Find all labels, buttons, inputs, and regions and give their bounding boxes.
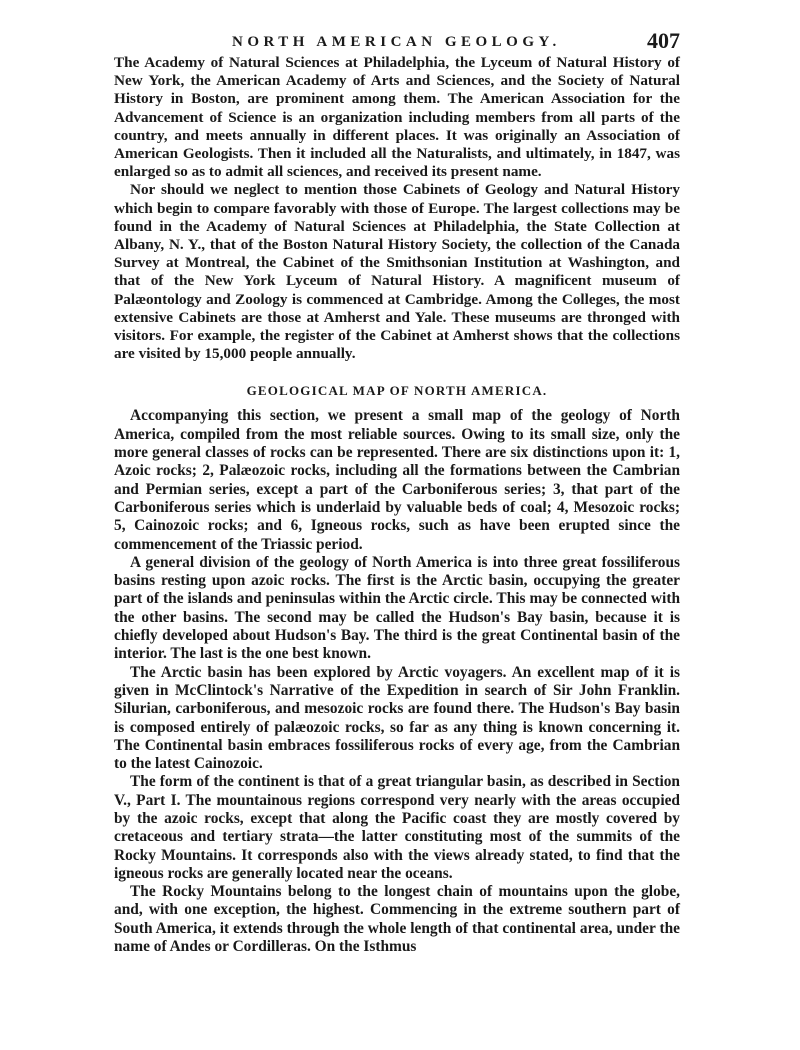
paragraph: Accompanying this section, we present a small map of the geology of North America, compiled from the most reliable sources. Owing to its small size, only the more general classes of rocks can be represented. There are six distinctions upon it: 1, Azoic rocks; 2, Palæozoic rocks, including all the formations between the Cambrian and Permian series, except a part of the Carboniferous series; 3, that part of the Carboniferous series which is underlaid by valuable beds of coal; 4, Mesozoic rocks; 5, Cainozoic rocks; and 6, Igneous rocks, such as have been erupted since the commencement of the Triassic period.	[114, 407, 680, 553]
paragraph: Nor should we neglect to mention those Cabinets of Geology and Natural History which begin to compare favorably with those of Europe. The largest collections may be found in the Academy of Natural Sciences at Philadelphia, the State Collection at Albany, N. Y., that of the Boston Natural History Society, the collection of the Canada Survey at Montreal, the Cabinet of the Smithsonian Institution at Washington, and that of the New York Lyceum of Natural History. A magnificent museum of Palæontology and Zoology is commenced at Cambridge. Among the Colleges, the most extensive Cabinets are those at Amherst and Yale. These museums are thronged with visitors. For example, the register of the Cabinet at Amherst shows that the collections are visited by 15,000 people annually.	[114, 181, 680, 363]
section-body	[114, 407, 680, 956]
page-number: 407	[647, 28, 680, 53]
paragraph: The Arctic basin has been explored by Arctic voyagers. An excellent map of it is given in McClintock's Narrative of the Expedition in search of Sir John Franklin. Silurian, carboniferous, and mesozoic rocks are found there. The Hudson's Bay basin is composed entirely of palæozoic rocks, so far as any thing is known concerning it. The Continental basin embraces fossiliferous rocks of every age, from the Cambrian to the latest Cainozoic.	[114, 663, 680, 773]
paragraph: The Academy of Natural Sciences at Philadelphia, the Lyceum of Natural History of New York, the American Academy of Arts and Sciences, and the Society of Natural History in Boston, are prominent among them. The American Association for the Advancement of Science is an organization including members from all parts of the country, and meets annually in different places. It was originally an Association of American Geologists. Then it included all the Naturalists, and ultimately, in 1847, was enlarged so as to admit all sciences, and received its present name.	[114, 54, 680, 181]
running-head	[114, 28, 680, 54]
section-heading: GEOLOGICAL MAP OF NORTH AMERICA.	[246, 383, 548, 399]
body-text-before	[114, 54, 680, 363]
paragraph: The Rocky Mountains belong to the longest chain of mountains upon the globe, and, with one exception, the highest. Commencing in the extreme southern part of South America, it extends through the whole length of that continental area, under the name of Andes or Cordilleras. On the Isthmus	[114, 883, 680, 956]
book-page	[114, 28, 680, 956]
paragraph: The form of the continent is that of a great triangular basin, as described in Section V., Part I. The mountainous regions correspond very nearly with the areas occupied by the azoic rocks, except that along the Pacific coast they are mostly covered by cretaceous and tertiary strata—the latter constituting most of the summits of the Rocky Mountains. It corresponds also with the views already stated, to find that the igneous rocks are generally located near the oceans.	[114, 773, 680, 882]
running-title: NORTH AMERICAN GEOLOGY.	[232, 34, 561, 50]
paragraph: A general division of the geology of North America is into three great fossiliferous basins resting upon azoic rocks. The first is the Arctic basin, occupying the greater part of the islands and peninsulas within the Arctic circle. This may be connected with the other basins. The second may be called the Hudson's Bay basin, because it is chiefly developed about Hudson's Bay. The third is the great Continental basin of the interior. The last is the one best known.	[114, 553, 680, 663]
